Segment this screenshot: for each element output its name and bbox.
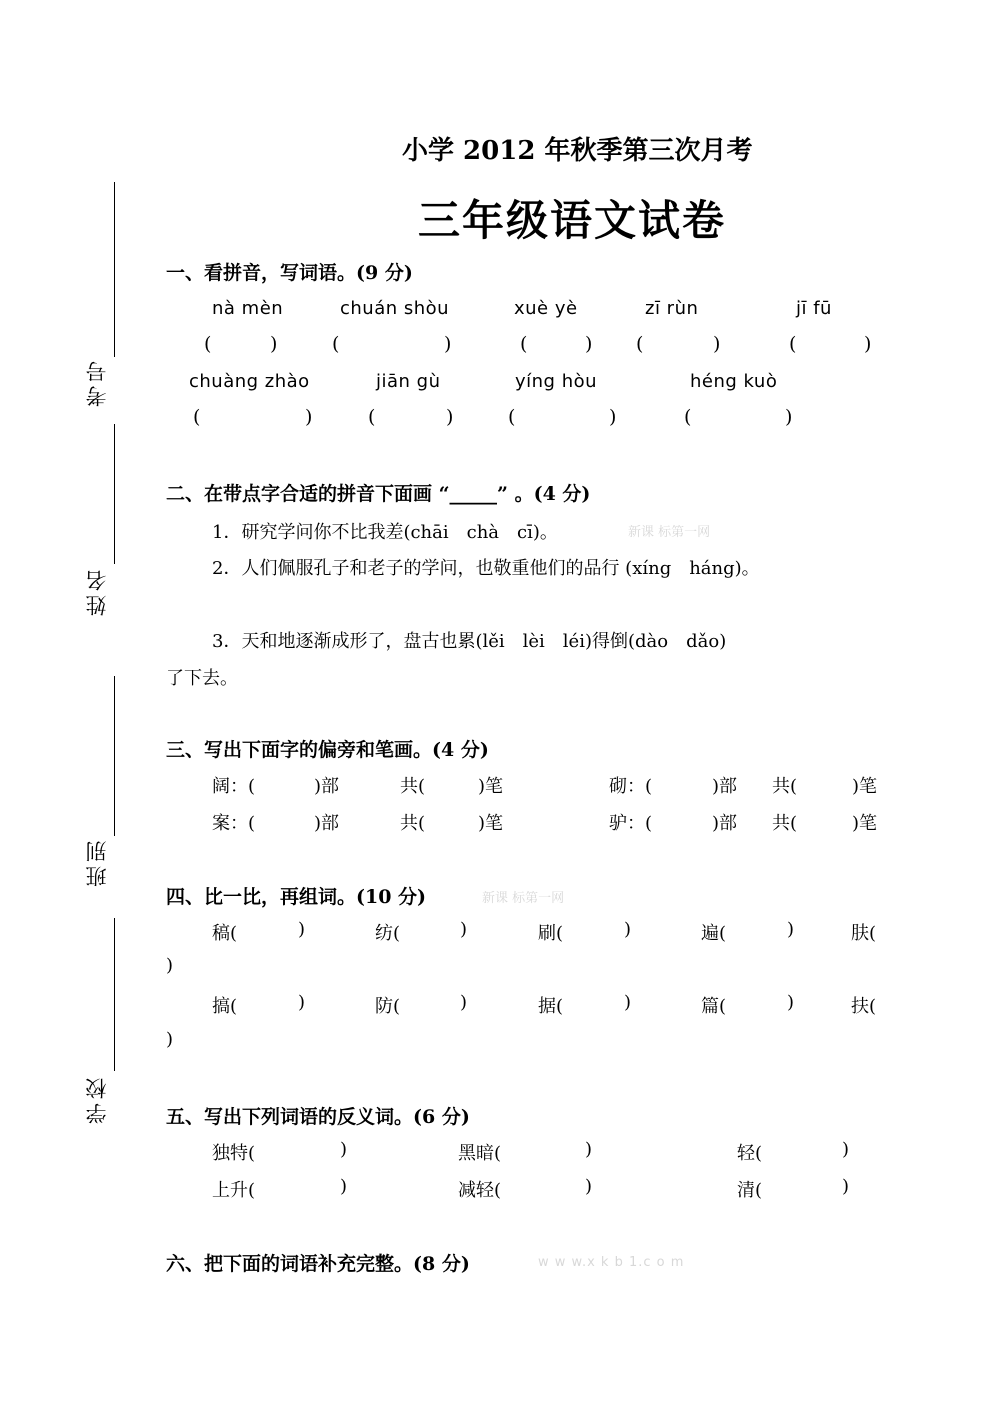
compare-char: 稿( (212, 923, 238, 944)
radical-item-strokes: 共( (400, 813, 426, 834)
question-2-3-cont: 了下去。 (166, 668, 238, 689)
radical-item-char: 砌：( (609, 776, 653, 797)
compare-close: ) (624, 992, 632, 1013)
compare-close: ) (166, 1029, 174, 1050)
radical-item-strokes: 共( (400, 776, 426, 797)
compare-close: ) (166, 955, 174, 976)
question-2-3: 3．天和地逐渐成形了，盘古也累(lěi lèi léi)得倒(dào dǎo) (212, 631, 727, 652)
compare-char: 刷( (538, 923, 564, 944)
compare-close: ) (787, 992, 795, 1013)
answer-bracket-close: ) (305, 406, 313, 428)
pinyin-7: jiān gù (376, 371, 441, 392)
name-label: 姓名 (85, 566, 109, 616)
antonym-word: 减轻( (458, 1180, 502, 1201)
exam-subtitle: 小学 2012 年秋季第三次月考 (402, 136, 753, 166)
answer-bracket-open: ( (368, 406, 376, 428)
watermark-text: 新课 标第一网 (482, 891, 565, 906)
pinyin-8: yíng hòu (515, 371, 598, 392)
compare-char: 据( (538, 996, 564, 1017)
radical-item-char: 驴：( (609, 813, 653, 834)
pinyin-9: héng kuò (690, 371, 778, 392)
antonym-close: ) (585, 1139, 593, 1160)
section4-heading: 四、比一比，再组词。(10 分) (166, 886, 427, 908)
question-2-2: 2．人们佩服孔子和老子的学问，也敬重他们的品行 (xíng háng)。 (212, 558, 760, 579)
antonym-word: 清( (737, 1180, 763, 1201)
answer-bracket-close: ) (785, 406, 793, 428)
antonym-close: ) (585, 1176, 593, 1197)
school-line (114, 918, 115, 1071)
radical-item-end: )笔 (478, 813, 504, 834)
answer-bracket-close: ) (444, 333, 452, 355)
radical-item-part: )部 (712, 776, 738, 797)
compare-char: 搞( (212, 996, 238, 1017)
answer-bracket-close: ) (609, 406, 617, 428)
antonym-word: 黑暗( (458, 1143, 502, 1164)
compare-close: ) (624, 919, 632, 940)
radical-item-part: )部 (314, 776, 340, 797)
compare-char: 肤( (851, 923, 877, 944)
compare-char: 防( (375, 996, 401, 1017)
section3-heading: 三、写出下面字的偏旁和笔画。(4 分) (166, 739, 489, 761)
exam-number-line (114, 182, 115, 357)
compare-close: ) (460, 919, 468, 940)
answer-bracket-open: ( (508, 406, 516, 428)
answer-bracket-close: ) (446, 406, 454, 428)
watermark-url: w w w.x k b 1.c o m (538, 1255, 685, 1270)
answer-bracket-open: ( (636, 333, 644, 355)
answer-bracket-open: ( (193, 406, 201, 428)
radical-item-end: )笔 (852, 813, 878, 834)
radical-item-part: )部 (712, 813, 738, 834)
answer-bracket-open: ( (204, 333, 212, 355)
section6-heading: 六、把下面的词语补充完整。(8 分) (166, 1253, 470, 1275)
compare-close: ) (787, 919, 795, 940)
answer-bracket-open: ( (789, 333, 797, 355)
antonym-close: ) (842, 1139, 850, 1160)
school-label: 学校 (85, 1074, 109, 1124)
answer-bracket-close: ) (270, 333, 278, 355)
answer-bracket-open: ( (520, 333, 528, 355)
radical-item-end: )笔 (852, 776, 878, 797)
antonym-word: 轻( (737, 1143, 763, 1164)
class-label: 班别 (85, 837, 109, 887)
pinyin-6: chuàng zhào (189, 371, 310, 392)
antonym-word: 上升( (212, 1180, 256, 1201)
compare-close: ) (460, 992, 468, 1013)
compare-close: ) (298, 992, 306, 1013)
watermark-text: 新课 标第一网 (628, 525, 711, 540)
pinyin-3: xuè yè (514, 298, 578, 319)
radical-item-end: )笔 (478, 776, 504, 797)
pinyin-1: nà mèn (212, 298, 284, 319)
compare-char: 篇( (701, 996, 727, 1017)
antonym-close: ) (340, 1176, 348, 1197)
pinyin-2: chuán shòu (340, 298, 450, 319)
radical-item-strokes: 共( (772, 813, 798, 834)
section1-heading: 一、看拼音，写词语。(9 分) (166, 262, 413, 284)
answer-bracket-open: ( (684, 406, 692, 428)
answer-bracket-close: ) (713, 333, 721, 355)
question-2-1: 1．研究学问你不比我差(chāi chà cī)。 (212, 522, 558, 543)
antonym-close: ) (340, 1139, 348, 1160)
answer-bracket-open: ( (332, 333, 340, 355)
exam-number-label: 考号 (85, 357, 109, 407)
name-line (114, 424, 115, 564)
exam-title: 三年级语文试卷 (418, 196, 727, 245)
pinyin-5: jī fū (796, 298, 832, 319)
pinyin-4: zī rùn (645, 298, 699, 319)
compare-close: ) (298, 919, 306, 940)
radical-item-char: 案：( (212, 813, 256, 834)
compare-char: 纺( (375, 923, 401, 944)
radical-item-strokes: 共( (772, 776, 798, 797)
antonym-word: 独特( (212, 1143, 256, 1164)
answer-bracket-close: ) (864, 333, 872, 355)
compare-char: 扶( (851, 996, 877, 1017)
antonym-close: ) (842, 1176, 850, 1197)
radical-item-char: 阔：( (212, 776, 256, 797)
section5-heading: 五、写出下列词语的反义词。(6 分) (166, 1106, 470, 1128)
class-line (114, 676, 115, 836)
radical-item-part: )部 (314, 813, 340, 834)
compare-char: 遍( (701, 923, 727, 944)
answer-bracket-close: ) (585, 333, 593, 355)
section2-heading: 二、在带点字合适的拼音下面画 “_____” 。(4 分) (166, 483, 591, 505)
